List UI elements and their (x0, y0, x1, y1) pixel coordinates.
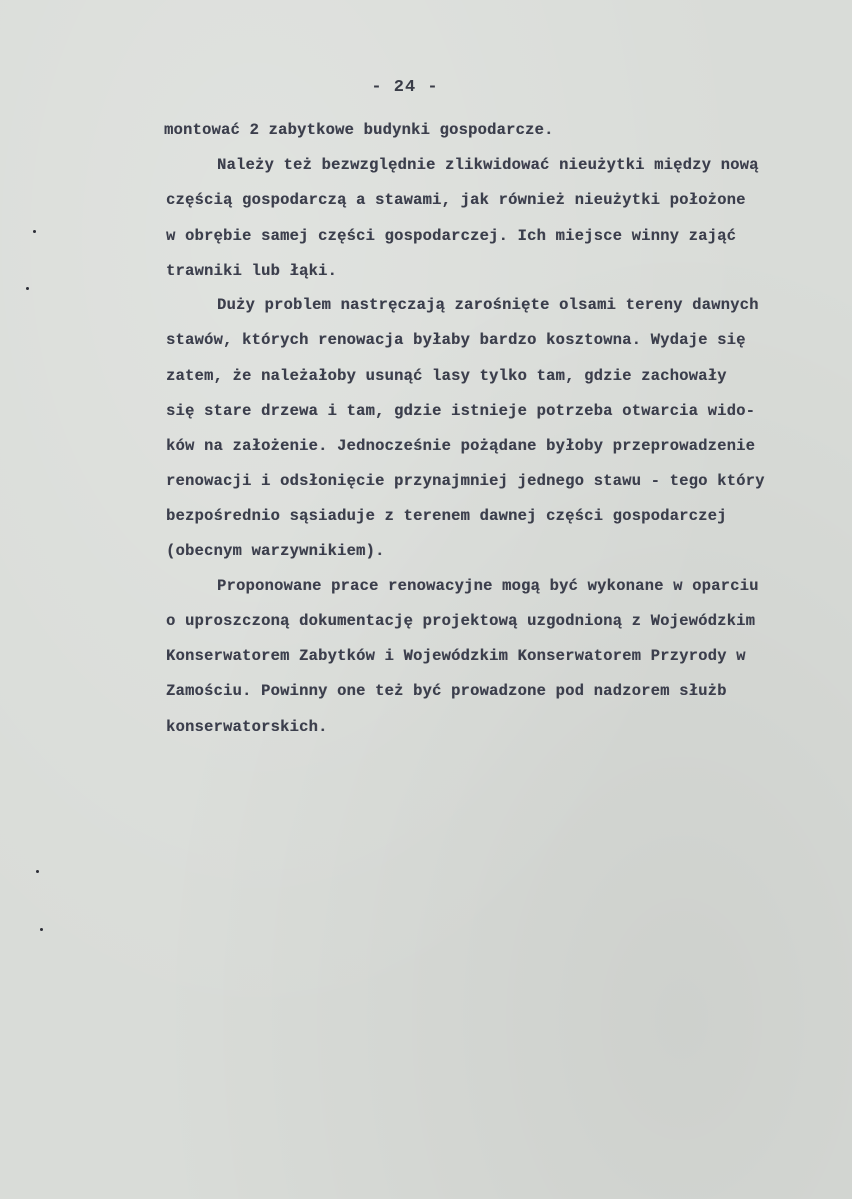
text-line: montować 2 zabytkowe budynki gospodarcze. (164, 121, 554, 139)
text-line: trawniki lub łąki. (166, 262, 338, 280)
text-line: się stare drzewa i tam, gdzie istnieje potrzeba otwarcia wido- (166, 402, 756, 420)
text-line: zatem, że należałoby usunąć lasy tylko tam, gdzie zachowały (166, 367, 727, 385)
text-line: (obecnym warzywnikiem). (166, 542, 385, 560)
text-line: Duży problem nastręczają zarośnięte olsami tereny dawnych (217, 296, 759, 314)
text-line: w obrębie samej części gospodarczej. Ich miejsce winny zająć (166, 227, 737, 245)
text-line: Zamościu. Powinny one też być prowadzone pod nadzorem służb (166, 682, 727, 700)
scan-speck (26, 287, 29, 290)
text-line: bezpośrednio sąsiaduje z terenem dawnej części gospodarczej (166, 507, 727, 525)
scan-speck (33, 230, 36, 233)
page-number: - 24 - (371, 78, 439, 97)
text-line: częścią gospodarczą a stawami, jak również nieużytki położone (166, 191, 746, 209)
text-line: renowacji i odsłonięcie przynajmniej jednego stawu - tego który (166, 472, 765, 490)
text-line: Należy też bezwzględnie zlikwidować nieużytki między nową (217, 156, 759, 174)
text-line: o uproszczoną dokumentację projektową uzgodnioną z Wojewódzkim (166, 612, 756, 630)
text-line: konserwatorskich. (166, 718, 328, 736)
text-line: ków na założenie. Jednocześnie pożądane byłoby przeprowadzenie (166, 437, 756, 455)
text-line: Konserwatorem Zabytków i Wojewódzkim Konserwatorem Przyrody w (166, 647, 746, 665)
text-line: stawów, których renowacja byłaby bardzo kosztowna. Wydaje się (166, 331, 746, 349)
text-line: Proponowane prace renowacyjne mogą być wykonane w oparciu (217, 577, 759, 595)
scan-speck (40, 928, 43, 931)
scan-speck (36, 870, 39, 873)
